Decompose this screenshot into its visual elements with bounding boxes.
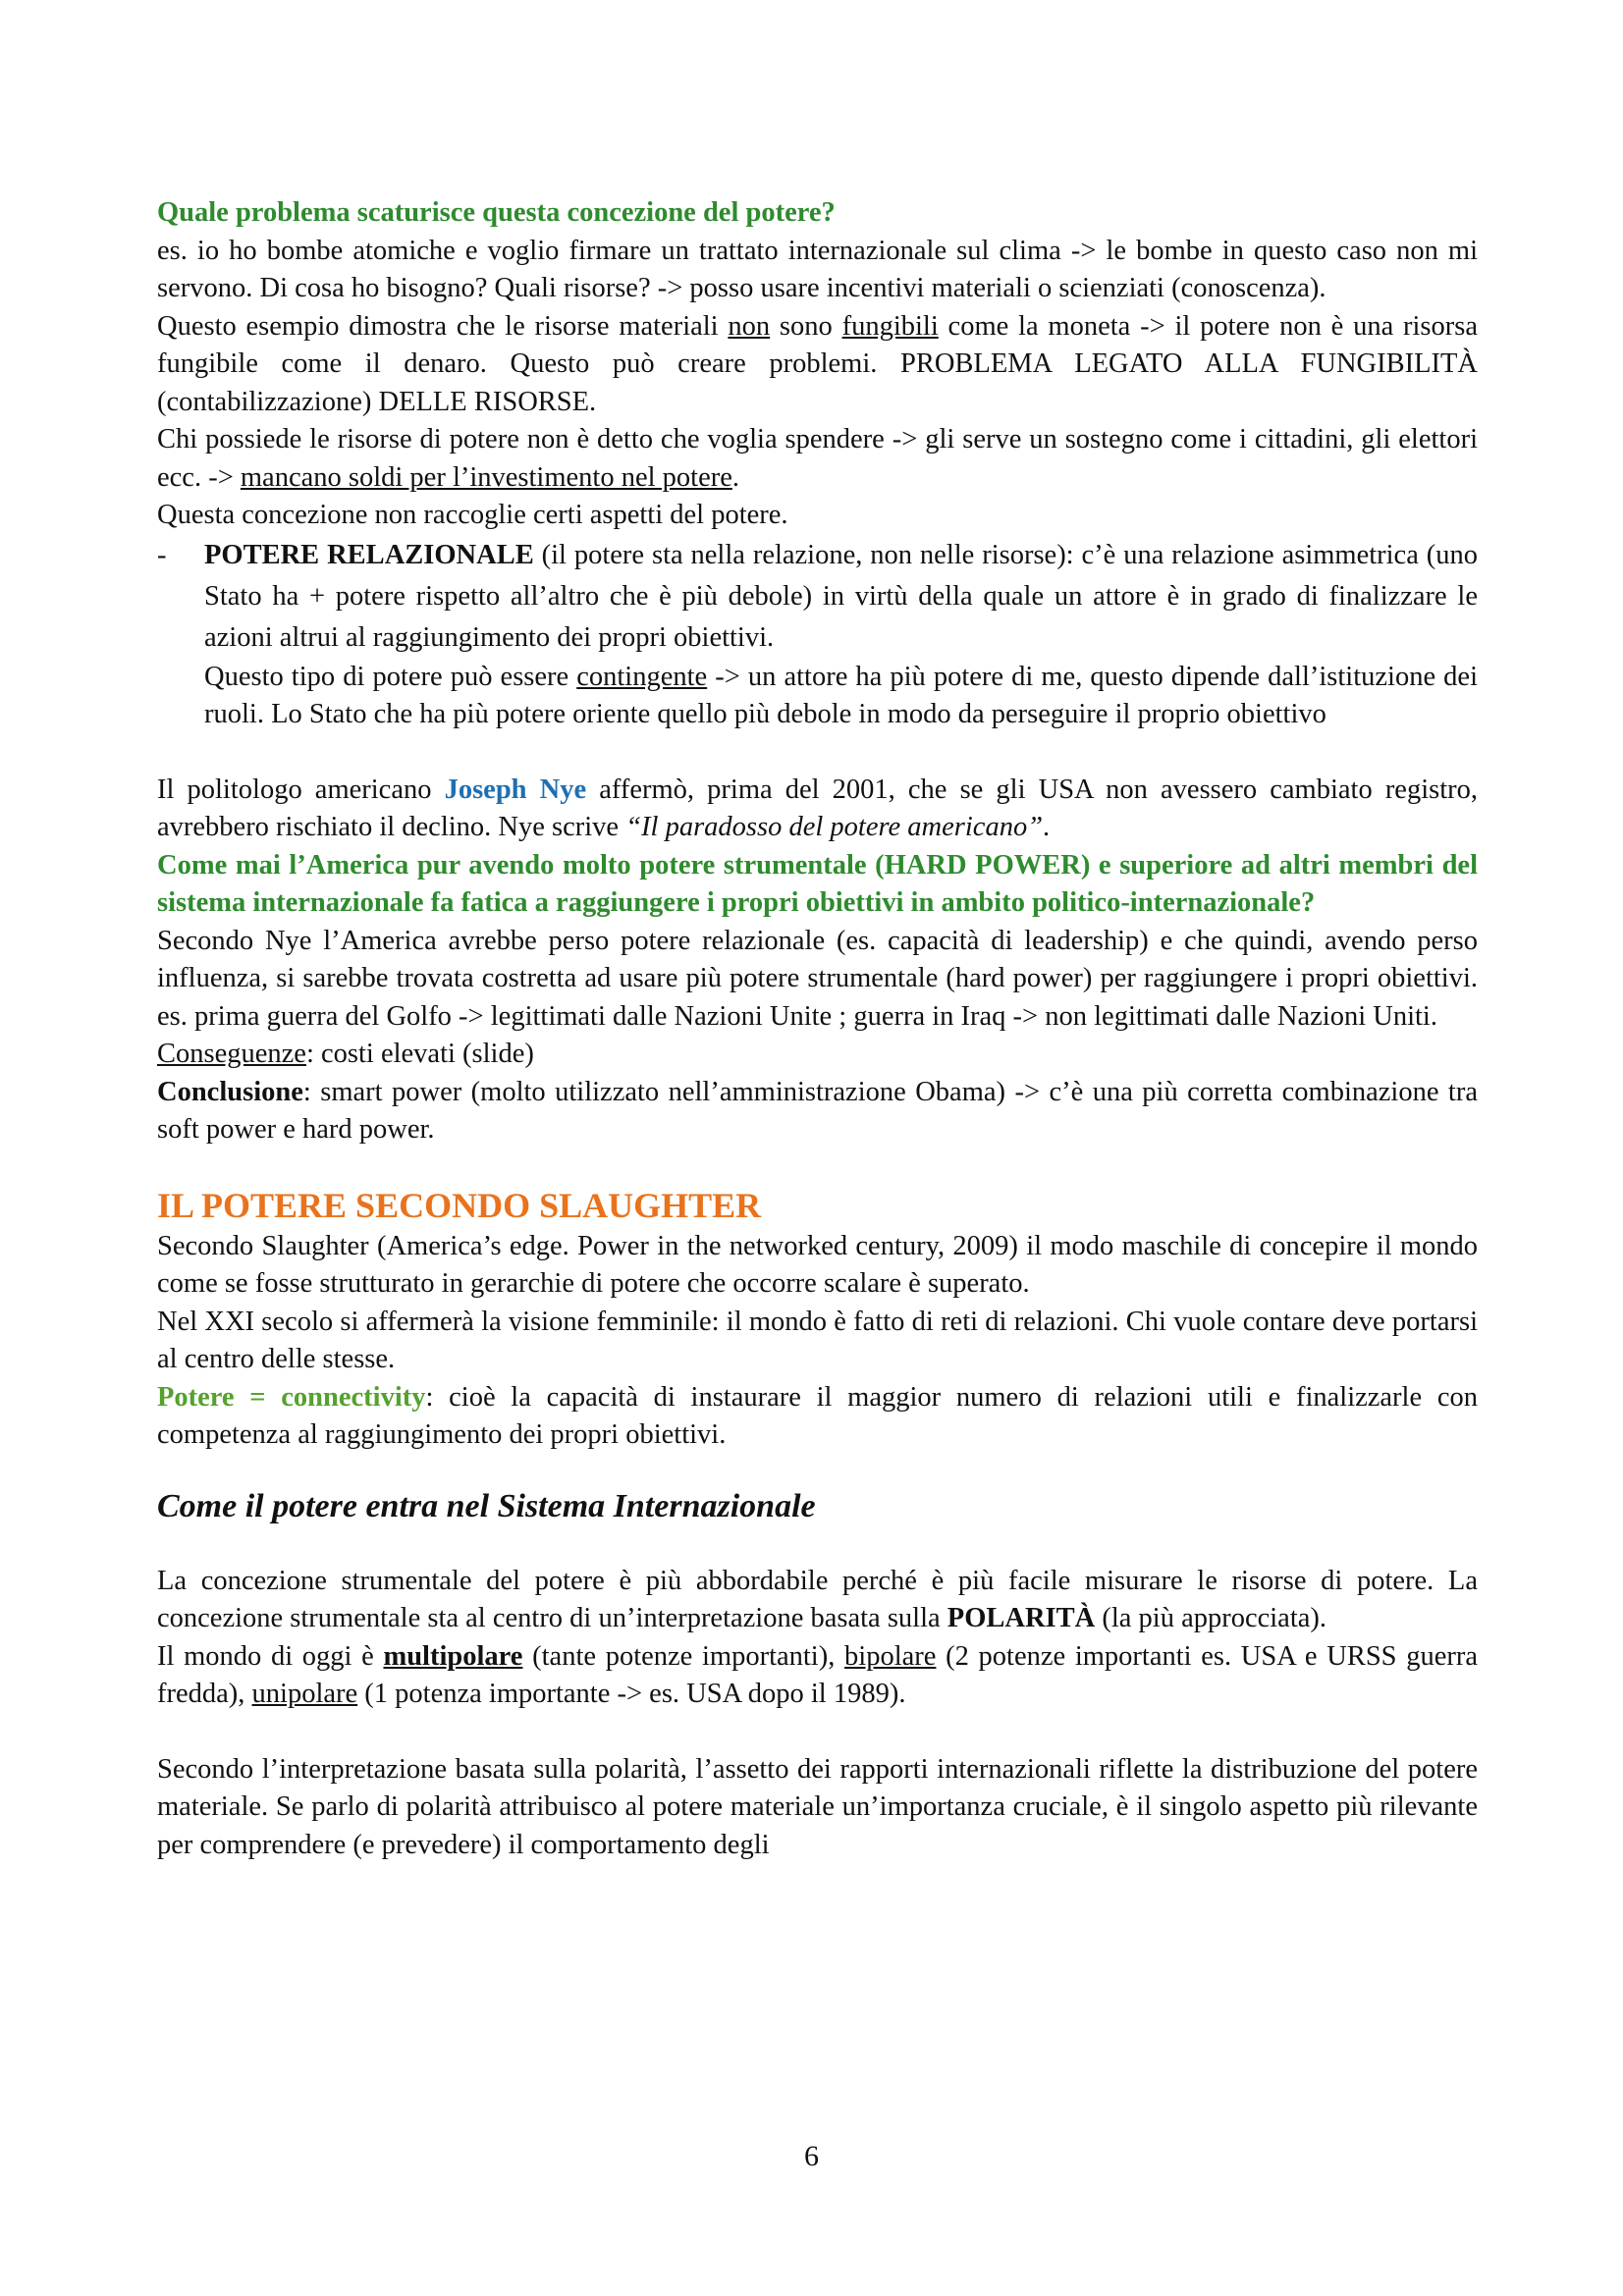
- spacer: [157, 1529, 1478, 1563]
- text-span: Chi possiede le risorse di potere non è detto che voglia spendere -> gli serve un sostegno come i cittadini, gli elettori ecc. ->: [157, 424, 1478, 493]
- underlined-fungibili: fungibili: [841, 310, 939, 342]
- polarity-label: POLARITÀ: [947, 1603, 1096, 1633]
- spacer: [157, 1149, 1478, 1183]
- underlined-investment: mancano soldi per l’investimento nel potere: [240, 461, 732, 493]
- text-span: (tante potenze importanti),: [522, 1640, 845, 1672]
- paragraph-spending: [157, 421, 1478, 497]
- paragraph-nye-explanation: Secondo Nye l’America avrebbe perso potere relazionale (es. capacità di leadership) e che quindi, avendo perso influenza, si sarebbe trovata costretta ad usare più potere strumentale (hard power) per raggiungere i propri obiettivi. es. prima guerra del Golfo -> legittimati dalle Nazioni Unite ; guerra in Iraq -> non legittimati dalle Nazioni Uniti.: [157, 925, 1478, 1032]
- paragraph-polarity: [157, 1563, 1478, 1638]
- paragraph-conclusion: [157, 1074, 1478, 1149]
- spacer: [157, 1455, 1478, 1484]
- connectivity-label: Potere = connectivity: [157, 1381, 426, 1413]
- underlined-contingente: contingente: [576, 661, 708, 692]
- page-number: 6: [804, 2140, 819, 2172]
- text-span: sono: [770, 310, 842, 342]
- text-span: affermò, prima del 2001, che se gli USA non avessero cambiato registro, avrebbero rischiato il declino. Nye scrive: [157, 774, 1478, 842]
- text-span: (1 potenza importante -> es. USA dopo il 1989).: [357, 1679, 906, 1709]
- text-span: (la più approcciata).: [1095, 1603, 1327, 1633]
- contingent-power-text: [204, 659, 1478, 734]
- text-span: Questo tipo di potere può essere: [204, 661, 577, 692]
- spacer: [157, 1714, 1478, 1751]
- text-span: Il politologo americano: [157, 774, 445, 805]
- paragraph-bomb-example: es. io ho bombe atomiche e voglio firmare un trattato internazionale sul clima -> le bombe in questo caso non mi servono. Di cosa ho bisogno? Quali risorse? -> posso usare incentivi materiali o scienziati (conoscenza).: [157, 235, 1478, 303]
- question-text: Come mai l’America pur avendo molto potere strumentale (HARD POWER) e superiore ad altri membri del sistema internazionale fa fatica a raggiungere i propri obiettivi in ambito politico-internazionale?: [157, 849, 1478, 918]
- heading-international-system: Come il potere entra nel Sistema Internazionale: [157, 1487, 816, 1524]
- text-span: (il potere sta nella relazione, non nelle risorse): c’è una relazione asimmetrica (uno Stato ha + potere rispetto all’altro che è più debole) in virtù della quale un attore è in grado di finalizzare le azioni altrui al raggiungimento dei propri obiettivi.: [204, 539, 1478, 653]
- text-span: : costi elevati (slide): [305, 1039, 534, 1069]
- conclusion-label: Conclusione: [157, 1076, 303, 1107]
- heading-slaughter: IL POTERE SECONDO SLAUGHTER: [157, 1185, 762, 1225]
- paragraph-nye: [157, 772, 1478, 847]
- text-span: : cioè la capacità di instaurare il maggior numero di relazioni utili e finalizzarle con competenza al raggiungimento dei propri obiettivi.: [157, 1381, 1478, 1450]
- consequences-label: Conseguenze: [157, 1039, 306, 1069]
- paragraph-consequences: [157, 1036, 1478, 1074]
- list-item-relational-power: [157, 535, 1478, 734]
- relational-power-label: POTERE RELAZIONALE: [204, 539, 534, 570]
- question-america: [157, 847, 1478, 923]
- list-dash: -: [157, 539, 167, 570]
- text-span: come la moneta -> il potere non è una risorsa fungibile come il denaro. Questo può creare problemi. PROBLEMA LEGATO ALLA FUNGIBILITÀ (contabilizzazione) DELLE RISORSE.: [157, 310, 1478, 417]
- paragraph-connectivity: [157, 1379, 1478, 1455]
- text-span: Il mondo di oggi è: [157, 1640, 384, 1672]
- question-power-problem: [157, 194, 1478, 233]
- paragraph-polarity-types: [157, 1638, 1478, 1714]
- unipolar-label: unipolare: [251, 1679, 358, 1709]
- paragraph-aspects: Questa concezione non raccoglie certi aspetti del potere.: [157, 500, 788, 530]
- text-span: Questo esempio dimostra che le risorse materiali: [157, 310, 729, 342]
- multipolar-label: multipolare: [383, 1640, 523, 1672]
- text-span: La concezione strumentale del potere è più abbordabile perché è più facile misurare le risorse di potere. La concezione strumentale sta al centro di un’interpretazione basata sulla: [157, 1565, 1478, 1633]
- book-title: “Il paradosso del potere americano”: [625, 812, 1044, 842]
- underlined-non: non: [728, 310, 771, 342]
- document-page: [157, 194, 1478, 1864]
- text-span: (2 potenze importanti es. USA e URSS guerra fredda),: [157, 1640, 1478, 1709]
- text-span: : smart power (molto utilizzato nell’amministrazione Obama) -> c’è una più corretta combinazione tra soft power e hard power.: [157, 1076, 1478, 1145]
- text-span: .: [1043, 812, 1051, 842]
- paragraph-slaughter-2: Nel XXI secolo si affermerà la visione femminile: il mondo è fatto di reti di relazioni. Chi vuole contare deve portarsi al centro delle stesse.: [157, 1306, 1478, 1374]
- spacer: [157, 734, 1478, 772]
- text-span: .: [731, 461, 739, 493]
- question-text: Quale problema scaturisce questa concezione del potere?: [157, 197, 836, 228]
- relational-power-text: [204, 535, 1478, 659]
- bipolar-label: bipolare: [844, 1640, 937, 1672]
- paragraph-fungibility: [157, 308, 1478, 422]
- paragraph-polarity-interpretation: Secondo l’interpretazione basata sulla polarità, l’assetto dei rapporti internazionali riflette la distribuzione del potere materiale. Se parlo di polarità attribuisco al potere materiale un’importanza cruciale, è il singolo aspetto più rilevante per comprendere (e prevedere) il comportamento degli: [157, 1753, 1478, 1860]
- author-name-nye: Joseph Nye: [444, 774, 587, 805]
- text-span: -> un attore ha più potere di me, questo dipende dall’istituzione dei ruoli. Lo Stato che ha più potere oriente quello più debole in modo da perseguire il proprio obiettivo: [204, 661, 1478, 729]
- paragraph-slaughter-1: Secondo Slaughter (America’s edge. Power in the networked century, 2009) il modo maschile di concepire il mondo come se fosse strutturato in gerarchie di potere che occorre scalare è superato.: [157, 1230, 1478, 1299]
